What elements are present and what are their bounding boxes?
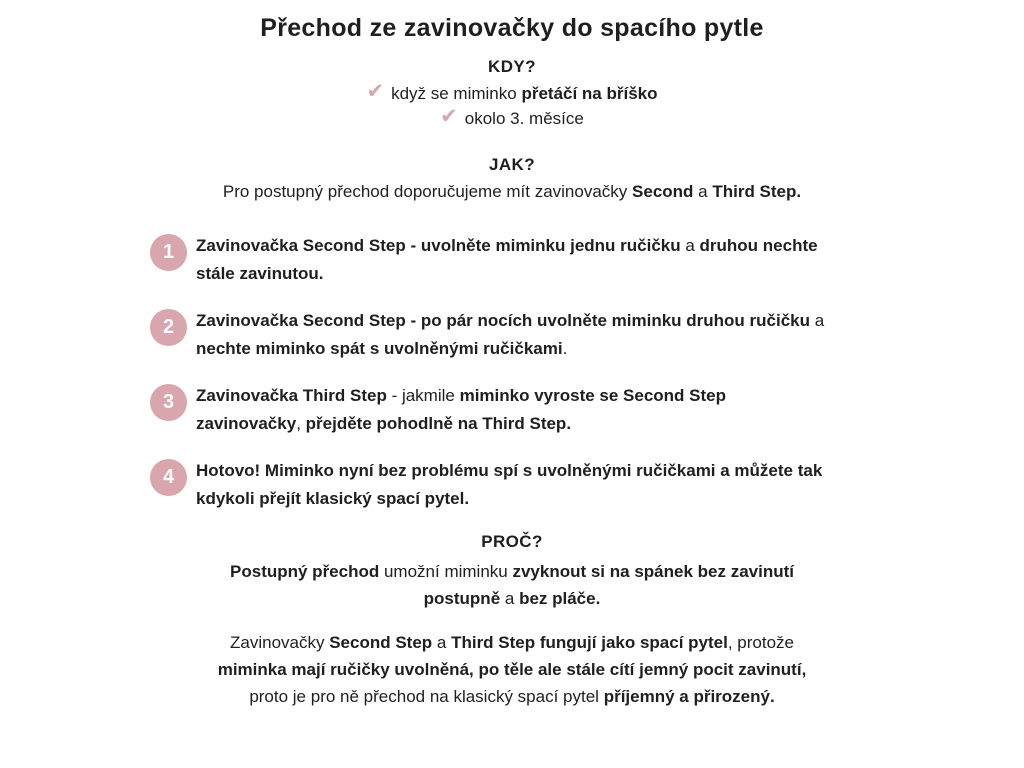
step-number: 1	[162, 241, 175, 263]
text-segment: miminko vyroste se Second Step	[459, 386, 726, 405]
proc-body	[0, 558, 1024, 612]
proc-line	[0, 585, 1024, 612]
text-segment: druhou nechte	[699, 236, 818, 255]
step-number: 3	[162, 391, 175, 413]
text-segment: přetáčí na bříško	[521, 84, 658, 103]
text-segment: Second Step	[329, 633, 433, 652]
text-segment: ,	[296, 414, 306, 433]
steps-list	[150, 232, 1024, 513]
text-segment: příjemný a přirozený.	[603, 687, 775, 706]
kdy-item-text	[391, 81, 657, 106]
step-item-3	[150, 382, 1024, 438]
step-item-1	[150, 232, 1024, 288]
step-number-badge	[150, 234, 187, 271]
text-segment: zvyknout si na spánek bez zavinutí	[512, 562, 794, 581]
text-segment: nechte miminko spát s uvolněnými ručičkami	[196, 339, 563, 358]
step-text	[196, 457, 822, 513]
text-segment: Third Step fungují jako spací pytel	[451, 633, 728, 652]
jak-intro	[0, 179, 1024, 204]
text-segment: a	[432, 633, 452, 652]
text-segment: stále zavinutou.	[196, 264, 324, 283]
text-segment: Third Step.	[712, 182, 802, 201]
text-segment: - jakmile	[386, 386, 460, 405]
step-number: 2	[162, 316, 175, 338]
step-text-line	[196, 485, 822, 513]
text-segment: přejděte pohodlně na Third Step.	[305, 414, 572, 433]
check-icon: ✔	[366, 80, 385, 103]
text-segment: Pro postupný přechod doporučujeme mít zavinovačky	[222, 182, 633, 201]
text-segment: postupně	[423, 589, 501, 608]
step-text-line	[196, 307, 824, 335]
text-segment: Zavinovačka Second Step - uvolněte miminku jednu ručičku	[196, 236, 681, 255]
text-segment: zavinovačky	[196, 414, 297, 433]
step-text	[196, 232, 818, 288]
text-segment: miminka mají ručičky uvolněná, po těle ale stále cítí jemný pocit zavinutí,	[217, 660, 807, 679]
step-text-line	[196, 232, 818, 260]
step-number-badge	[150, 309, 187, 346]
text-segment: kdykoli přejít klasický spací pytel.	[196, 489, 470, 508]
step-text	[196, 307, 824, 363]
text-segment: a	[500, 589, 520, 608]
step-item-4	[150, 457, 1024, 513]
text-segment: proto je pro ně přechod na klasický spací pytel	[249, 687, 604, 706]
text-segment: umožní miminku	[379, 562, 513, 581]
kdy-item-text	[465, 106, 584, 131]
footer-line	[0, 629, 1024, 656]
footer-line	[0, 683, 1024, 710]
check-icon: ✔	[440, 105, 458, 128]
text-segment: a	[680, 236, 700, 255]
step-text-line	[196, 260, 818, 288]
page-title: Přechod ze zavinovačky do spacího pytle	[260, 14, 764, 42]
step-item-2	[150, 307, 1024, 363]
text-segment: když se miminko	[391, 84, 522, 103]
footer-paragraph	[0, 629, 1024, 710]
step-text-line	[196, 335, 824, 363]
proc-heading: PROČ?	[481, 532, 543, 551]
step-text-line	[196, 410, 726, 438]
text-segment: .	[562, 339, 568, 358]
step-number-badge	[150, 459, 187, 496]
kdy-check-item	[0, 106, 1024, 131]
section-proc	[0, 532, 1024, 612]
proc-line	[0, 558, 1024, 585]
kdy-heading: KDY?	[488, 57, 536, 76]
text-segment: a	[693, 182, 713, 201]
text-segment: okolo 3. měsíce	[464, 109, 584, 128]
text-segment: Hotovo! Miminko nyní bez problému spí s uvolněnými ručičkami a můžete tak	[196, 461, 823, 480]
step-number: 4	[162, 466, 175, 488]
text-segment: Zavinovačka Third Step	[196, 386, 387, 405]
text-segment: , protože	[727, 633, 794, 652]
section-jak	[0, 155, 1024, 204]
text-segment: Zavinovačka Second Step - po pár nocích uvolněte miminku druhou ručičku	[196, 311, 811, 330]
text-segment: Zavinovačky	[230, 633, 330, 652]
text-segment: Second	[632, 182, 694, 201]
jak-heading: JAK?	[489, 155, 535, 174]
step-text	[196, 382, 726, 438]
text-segment: a	[810, 311, 825, 330]
step-number-badge	[150, 384, 187, 421]
step-text-line	[196, 457, 822, 485]
text-segment: Postupný přechod	[230, 562, 380, 581]
text-segment: bez pláče.	[519, 589, 601, 608]
section-kdy	[0, 57, 1024, 131]
kdy-check-item	[0, 81, 1024, 106]
footer-line	[0, 656, 1024, 683]
step-text-line	[196, 382, 726, 410]
